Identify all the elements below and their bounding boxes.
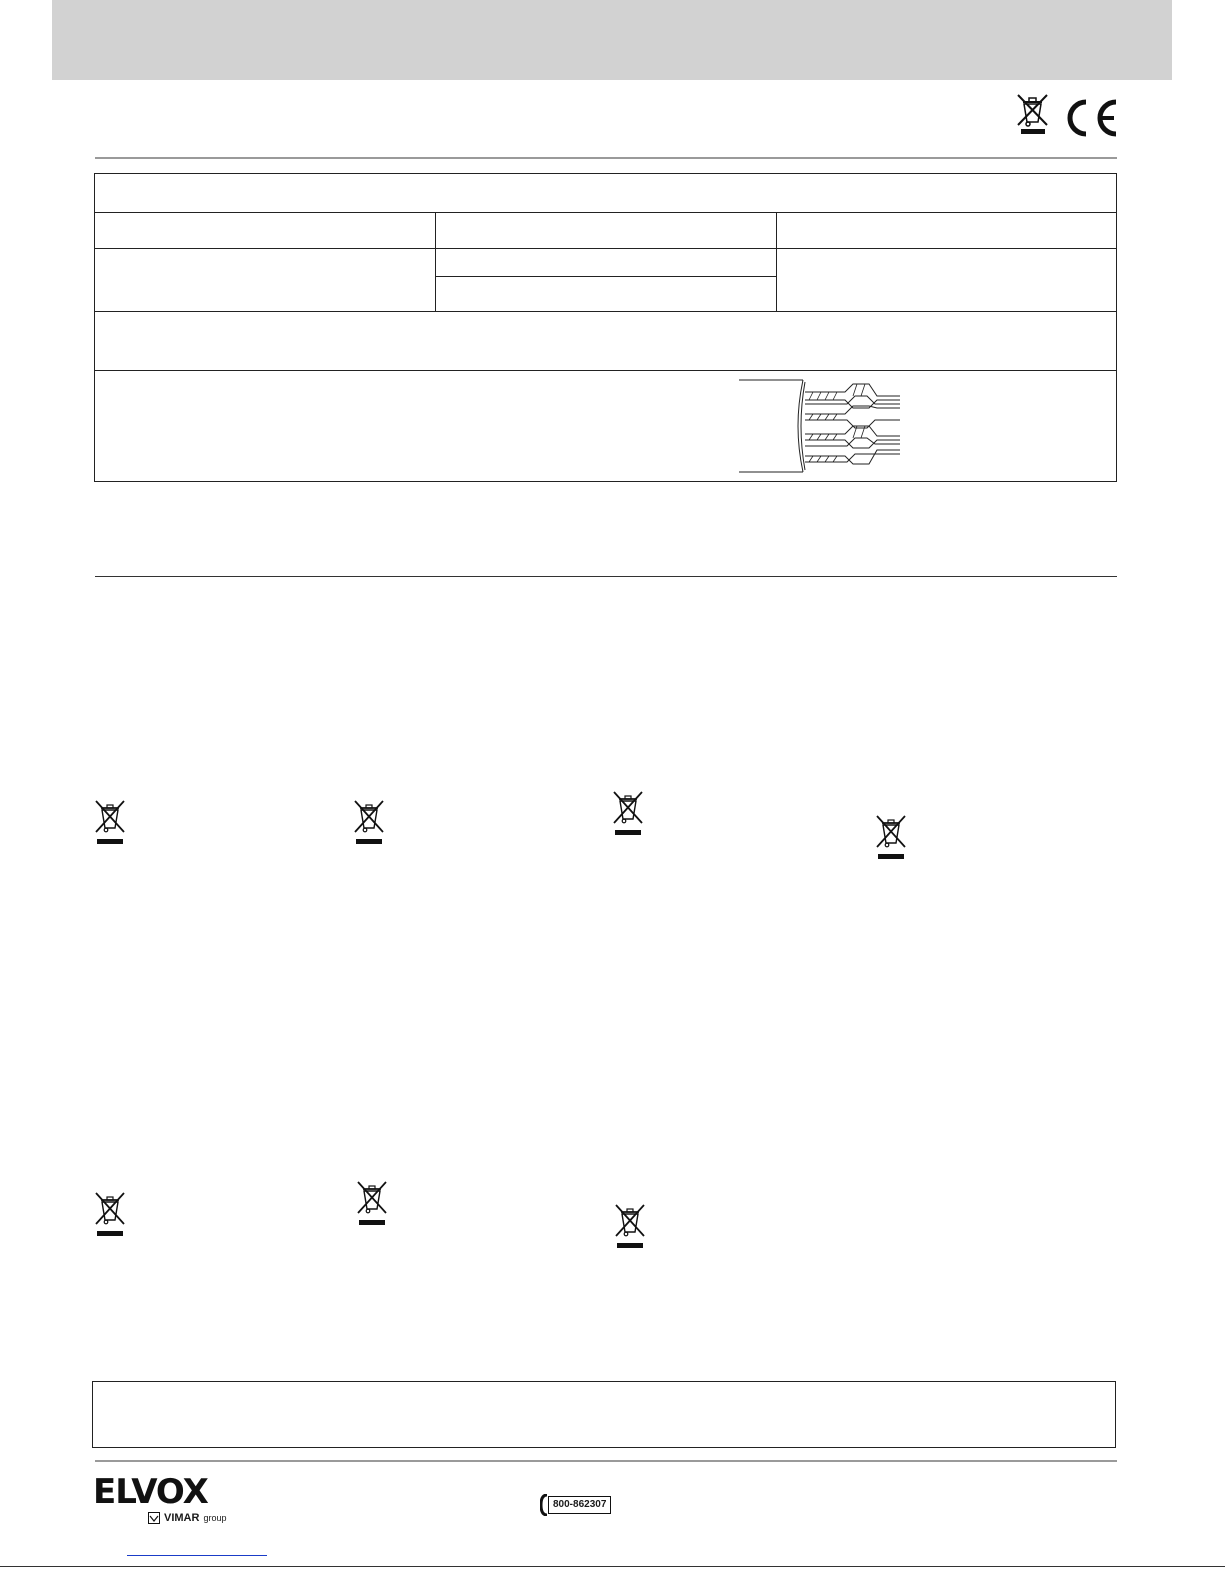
website-link-underline[interactable] xyxy=(127,1555,267,1556)
table-row-divider xyxy=(95,212,1116,213)
table-row-divider xyxy=(95,311,1116,312)
phone-badge xyxy=(540,1494,611,1516)
header-band xyxy=(52,0,1172,80)
section-divider xyxy=(95,576,1117,577)
page-bottom-rule xyxy=(0,1566,1225,1567)
vimar-mark-icon xyxy=(148,1512,160,1524)
weee-bin-icon xyxy=(356,1179,388,1227)
weee-bin-icon xyxy=(614,1202,646,1250)
elvox-logo-text: ELVOX xyxy=(93,1474,208,1506)
weee-bin-icon xyxy=(612,789,644,837)
weee-bin-icon xyxy=(353,798,385,846)
table-row-divider xyxy=(95,248,1116,249)
phone-icon xyxy=(540,1494,548,1516)
spec-table xyxy=(94,173,1117,482)
ce-mark-icon xyxy=(1062,98,1120,138)
weee-bin-icon xyxy=(875,813,907,861)
phone-number: 800-862307 xyxy=(548,1496,611,1514)
table-row-divider xyxy=(436,276,776,277)
twisted-pair-cable-icon xyxy=(735,374,905,480)
vimar-group-logo xyxy=(148,1512,226,1524)
vimar-group-suffix: group xyxy=(203,1513,227,1523)
footer-divider xyxy=(95,1460,1117,1462)
note-box xyxy=(92,1381,1116,1448)
weee-bin-icon xyxy=(94,1190,126,1238)
weee-bin-icon xyxy=(94,798,126,846)
table-column-divider xyxy=(776,212,777,311)
table-column-divider xyxy=(435,212,436,311)
table-row-divider xyxy=(95,370,1116,371)
elvox-logo xyxy=(93,1474,227,1506)
header-divider xyxy=(95,157,1117,159)
vimar-name: VIMAR xyxy=(164,1512,200,1524)
weee-bin-icon xyxy=(1015,92,1051,136)
